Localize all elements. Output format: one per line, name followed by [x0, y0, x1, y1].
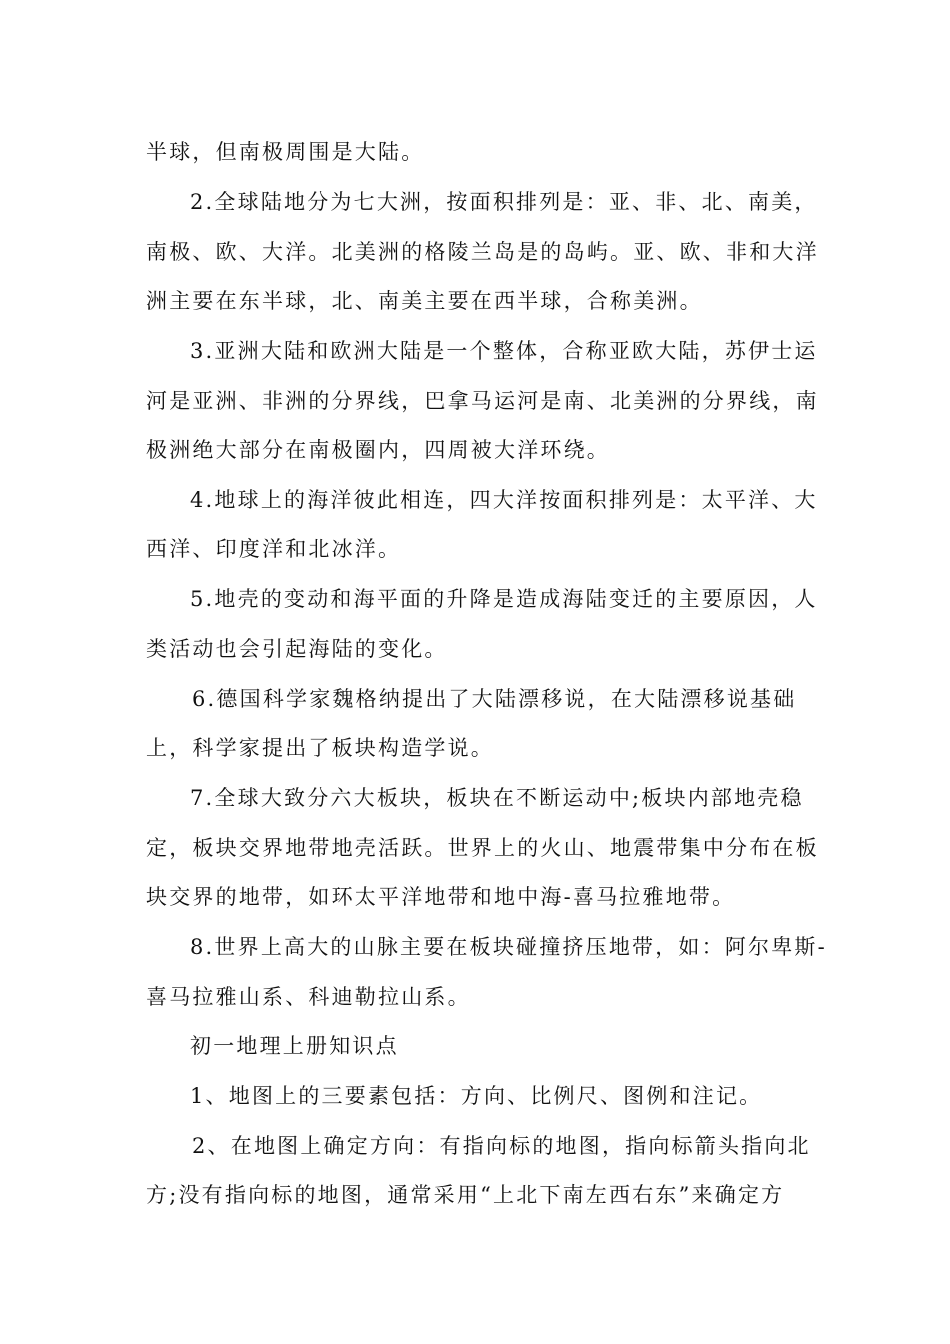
- text-line: 定，板块交界地带地壳活跃。世界上的火山、地震带集中分布在板: [146, 836, 819, 860]
- text-line: 1、地图上的三要素包括：方向、比例尺、图例和注记。: [190, 1084, 763, 1108]
- text-line: 6.德国科学家魏格纳提出了大陆漂移说，在大陆漂移说基础: [192, 687, 797, 711]
- text-line: 西洋、印度洋和北冰洋。: [146, 537, 402, 561]
- text-line: 喜马拉雅山系、科迪勒拉山系。: [146, 985, 471, 1009]
- text-line: 南极、欧、大洋。北美洲的格陵兰岛是的岛屿。亚、欧、非和大洋: [146, 240, 819, 264]
- text-line: 方;没有指向标的地图，通常采用“上北下南左西右东”来确定方: [146, 1183, 785, 1207]
- section-heading: 初一地理上册知识点: [190, 1034, 399, 1058]
- text-line: 类活动也会引起海陆的变化。: [146, 637, 448, 661]
- text-line: 2.全球陆地分为七大洲，按面积排列是：亚、非、北、南美，: [190, 190, 818, 214]
- text-line: 5.地壳的变动和海平面的升降是造成海陆变迁的主要原因，人: [190, 587, 818, 611]
- text-line: 上，科学家提出了板块构造学说。: [146, 736, 494, 760]
- text-line: 半球，但南极周围是大陆。: [146, 140, 425, 164]
- text-line: 河是亚洲、非洲的分界线，巴拿马运河是南、北美洲的分界线，南: [146, 389, 819, 413]
- text-line: 8.世界上高大的山脉主要在板块碰撞挤压地带，如：阿尔卑斯-: [190, 935, 827, 959]
- text-line: 洲主要在东半球，北、南美主要在西半球，合称美洲。: [146, 289, 703, 313]
- text-line: 3.亚洲大陆和欧洲大陆是一个整体，合称亚欧大陆，苏伊士运: [190, 339, 818, 363]
- text-line: 块交界的地带，如环太平洋地带和地中海-喜马拉雅地带。: [146, 885, 736, 909]
- text-line: 2、在地图上确定方向：有指向标的地图，指向标箭头指向北: [192, 1134, 811, 1158]
- text-line: 7.全球大致分六大板块，板块在不断运动中;板块内部地壳稳: [190, 786, 804, 810]
- text-line: 极洲绝大部分在南极圈内，四周被大洋环绕。: [146, 438, 610, 462]
- text-line: 4.地球上的海洋彼此相连，四大洋按面积排列是：太平洋、大: [190, 488, 818, 512]
